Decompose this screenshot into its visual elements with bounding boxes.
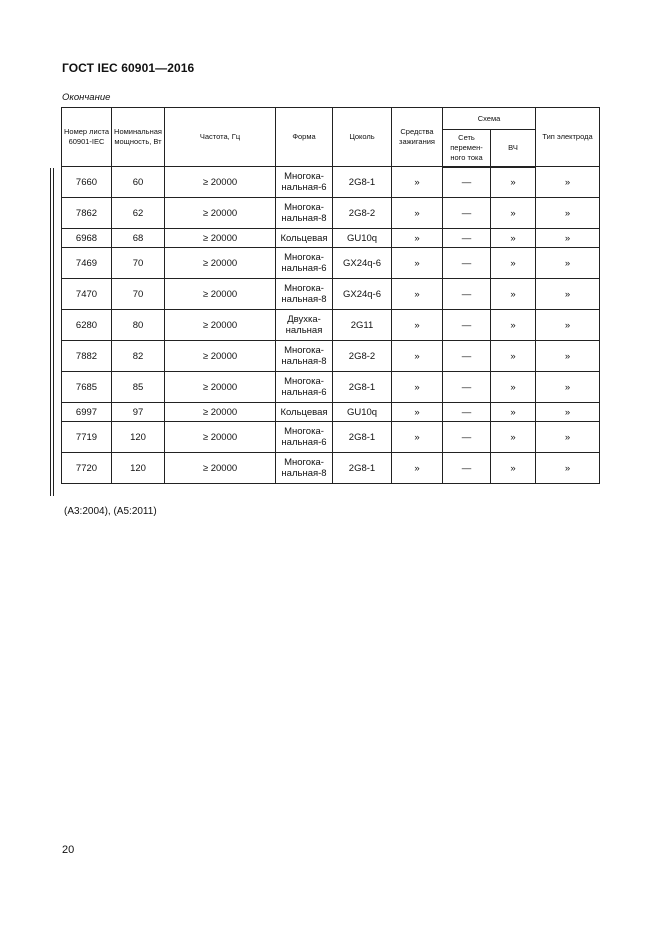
- cell-ac: —: [443, 310, 491, 341]
- table-continuation-label: Окончание: [62, 92, 111, 103]
- table-row: [62, 310, 600, 341]
- table-row: [62, 229, 600, 248]
- cell-shape: Многоканальная-6: [276, 167, 333, 198]
- cell-base: 2G8-1: [333, 372, 392, 403]
- cell-power: 68: [112, 229, 165, 248]
- table-row: [62, 167, 600, 198]
- cell-shape: Кольцевая: [276, 229, 333, 248]
- cell-power: 70: [112, 248, 165, 279]
- amendment-note: (А3:2004), (А5:2011): [64, 506, 157, 517]
- cell-sheet: 7719: [62, 422, 112, 453]
- lamp-data-table: [61, 107, 600, 484]
- cell-shape: Многоканальная-6: [276, 372, 333, 403]
- cell-hf: »: [491, 422, 536, 453]
- cell-base: 2G11: [333, 310, 392, 341]
- table-row: [62, 248, 600, 279]
- cell-electrode: »: [536, 341, 600, 372]
- table-row: [62, 341, 600, 372]
- cell-base: 2G8-2: [333, 341, 392, 372]
- cell-shape: Двухканальная: [276, 310, 333, 341]
- cell-frequency: ≥ 20000: [165, 453, 276, 484]
- cell-base: GX24q-6: [333, 248, 392, 279]
- cell-base: GX24q-6: [333, 279, 392, 310]
- cell-ignition: »: [392, 198, 443, 229]
- cell-shape: Многоканальная-6: [276, 248, 333, 279]
- header-circuit: Схема: [443, 108, 536, 130]
- cell-sheet: 6280: [62, 310, 112, 341]
- cell-ignition: »: [392, 310, 443, 341]
- cell-ac: —: [443, 279, 491, 310]
- cell-hf: »: [491, 248, 536, 279]
- table-row: [62, 422, 600, 453]
- header-ignition-means: Средства зажигания: [392, 108, 443, 167]
- table-row: [62, 453, 600, 484]
- document-title: ГОСТ IEC 60901—2016: [62, 61, 195, 75]
- header-base: Цоколь: [333, 108, 392, 167]
- cell-hf: »: [491, 372, 536, 403]
- cell-frequency: ≥ 20000: [165, 372, 276, 403]
- header-shape: Форма: [276, 108, 333, 167]
- cell-ac: —: [443, 198, 491, 229]
- cell-ignition: »: [392, 422, 443, 453]
- cell-power: 97: [112, 403, 165, 422]
- cell-sheet: 7720: [62, 453, 112, 484]
- cell-base: 2G8-1: [333, 453, 392, 484]
- cell-frequency: ≥ 20000: [165, 229, 276, 248]
- cell-frequency: ≥ 20000: [165, 198, 276, 229]
- cell-sheet: 7882: [62, 341, 112, 372]
- cell-base: 2G8-1: [333, 422, 392, 453]
- cell-ac: —: [443, 453, 491, 484]
- cell-shape: Многоканальная-6: [276, 422, 333, 453]
- cell-hf: »: [491, 341, 536, 372]
- cell-power: 120: [112, 453, 165, 484]
- cell-base: GU10q: [333, 229, 392, 248]
- cell-ac: —: [443, 372, 491, 403]
- cell-base: 2G8-2: [333, 198, 392, 229]
- cell-electrode: »: [536, 229, 600, 248]
- cell-ignition: »: [392, 403, 443, 422]
- cell-ignition: »: [392, 453, 443, 484]
- cell-frequency: ≥ 20000: [165, 279, 276, 310]
- cell-sheet: 7470: [62, 279, 112, 310]
- cell-ignition: »: [392, 341, 443, 372]
- cell-shape: Многоканальная-8: [276, 341, 333, 372]
- cell-hf: »: [491, 310, 536, 341]
- cell-ignition: »: [392, 229, 443, 248]
- header-sheet-number: Номер листа 60901-IEC: [62, 108, 112, 167]
- cell-power: 85: [112, 372, 165, 403]
- cell-sheet: 6968: [62, 229, 112, 248]
- cell-sheet: 7469: [62, 248, 112, 279]
- cell-frequency: ≥ 20000: [165, 403, 276, 422]
- header-ac-mains: Сеть переменного тока: [443, 130, 491, 167]
- cell-ac: —: [443, 341, 491, 372]
- cell-power: 70: [112, 279, 165, 310]
- cell-ac: —: [443, 248, 491, 279]
- cell-ac: —: [443, 422, 491, 453]
- cell-hf: »: [491, 453, 536, 484]
- page-number: 20: [62, 844, 75, 856]
- header-hf: ВЧ: [491, 130, 536, 167]
- cell-electrode: »: [536, 248, 600, 279]
- cell-hf: »: [491, 403, 536, 422]
- cell-frequency: ≥ 20000: [165, 167, 276, 198]
- cell-power: 62: [112, 198, 165, 229]
- cell-electrode: »: [536, 403, 600, 422]
- cell-shape: Многоканальная-8: [276, 279, 333, 310]
- cell-electrode: »: [536, 279, 600, 310]
- cell-frequency: ≥ 20000: [165, 422, 276, 453]
- cell-base: 2G8-1: [333, 167, 392, 198]
- table-row: [62, 372, 600, 403]
- cell-electrode: »: [536, 422, 600, 453]
- cell-electrode: »: [536, 167, 600, 198]
- cell-electrode: »: [536, 453, 600, 484]
- cell-ignition: »: [392, 279, 443, 310]
- cell-sheet: 6997: [62, 403, 112, 422]
- header-rated-power: Номинальная мощность, Вт: [112, 108, 165, 167]
- cell-power: 82: [112, 341, 165, 372]
- cell-electrode: »: [536, 372, 600, 403]
- table-row: [62, 279, 600, 310]
- cell-frequency: ≥ 20000: [165, 310, 276, 341]
- cell-sheet: 7862: [62, 198, 112, 229]
- cell-hf: »: [491, 167, 536, 198]
- cell-frequency: ≥ 20000: [165, 248, 276, 279]
- header-frequency: Частота, Гц: [165, 108, 276, 167]
- cell-hf: »: [491, 198, 536, 229]
- cell-power: 80: [112, 310, 165, 341]
- cell-power: 120: [112, 422, 165, 453]
- cell-shape: Многоканальная-8: [276, 453, 333, 484]
- cell-base: GU10q: [333, 403, 392, 422]
- table-row: [62, 198, 600, 229]
- cell-ac: —: [443, 229, 491, 248]
- cell-hf: »: [491, 279, 536, 310]
- cell-sheet: 7685: [62, 372, 112, 403]
- cell-ignition: »: [392, 167, 443, 198]
- cell-shape: Многоканальная-8: [276, 198, 333, 229]
- header-electrode-type: Тип электрода: [536, 108, 600, 167]
- cell-shape: Кольцевая: [276, 403, 333, 422]
- cell-ac: —: [443, 167, 491, 198]
- cell-ignition: »: [392, 372, 443, 403]
- cell-sheet: 7660: [62, 167, 112, 198]
- cell-ignition: »: [392, 248, 443, 279]
- cell-power: 60: [112, 167, 165, 198]
- cell-electrode: »: [536, 198, 600, 229]
- cell-hf: »: [491, 229, 536, 248]
- cell-electrode: »: [536, 310, 600, 341]
- cell-ac: —: [443, 403, 491, 422]
- table-row: [62, 403, 600, 422]
- cell-frequency: ≥ 20000: [165, 341, 276, 372]
- change-bar: [50, 168, 55, 496]
